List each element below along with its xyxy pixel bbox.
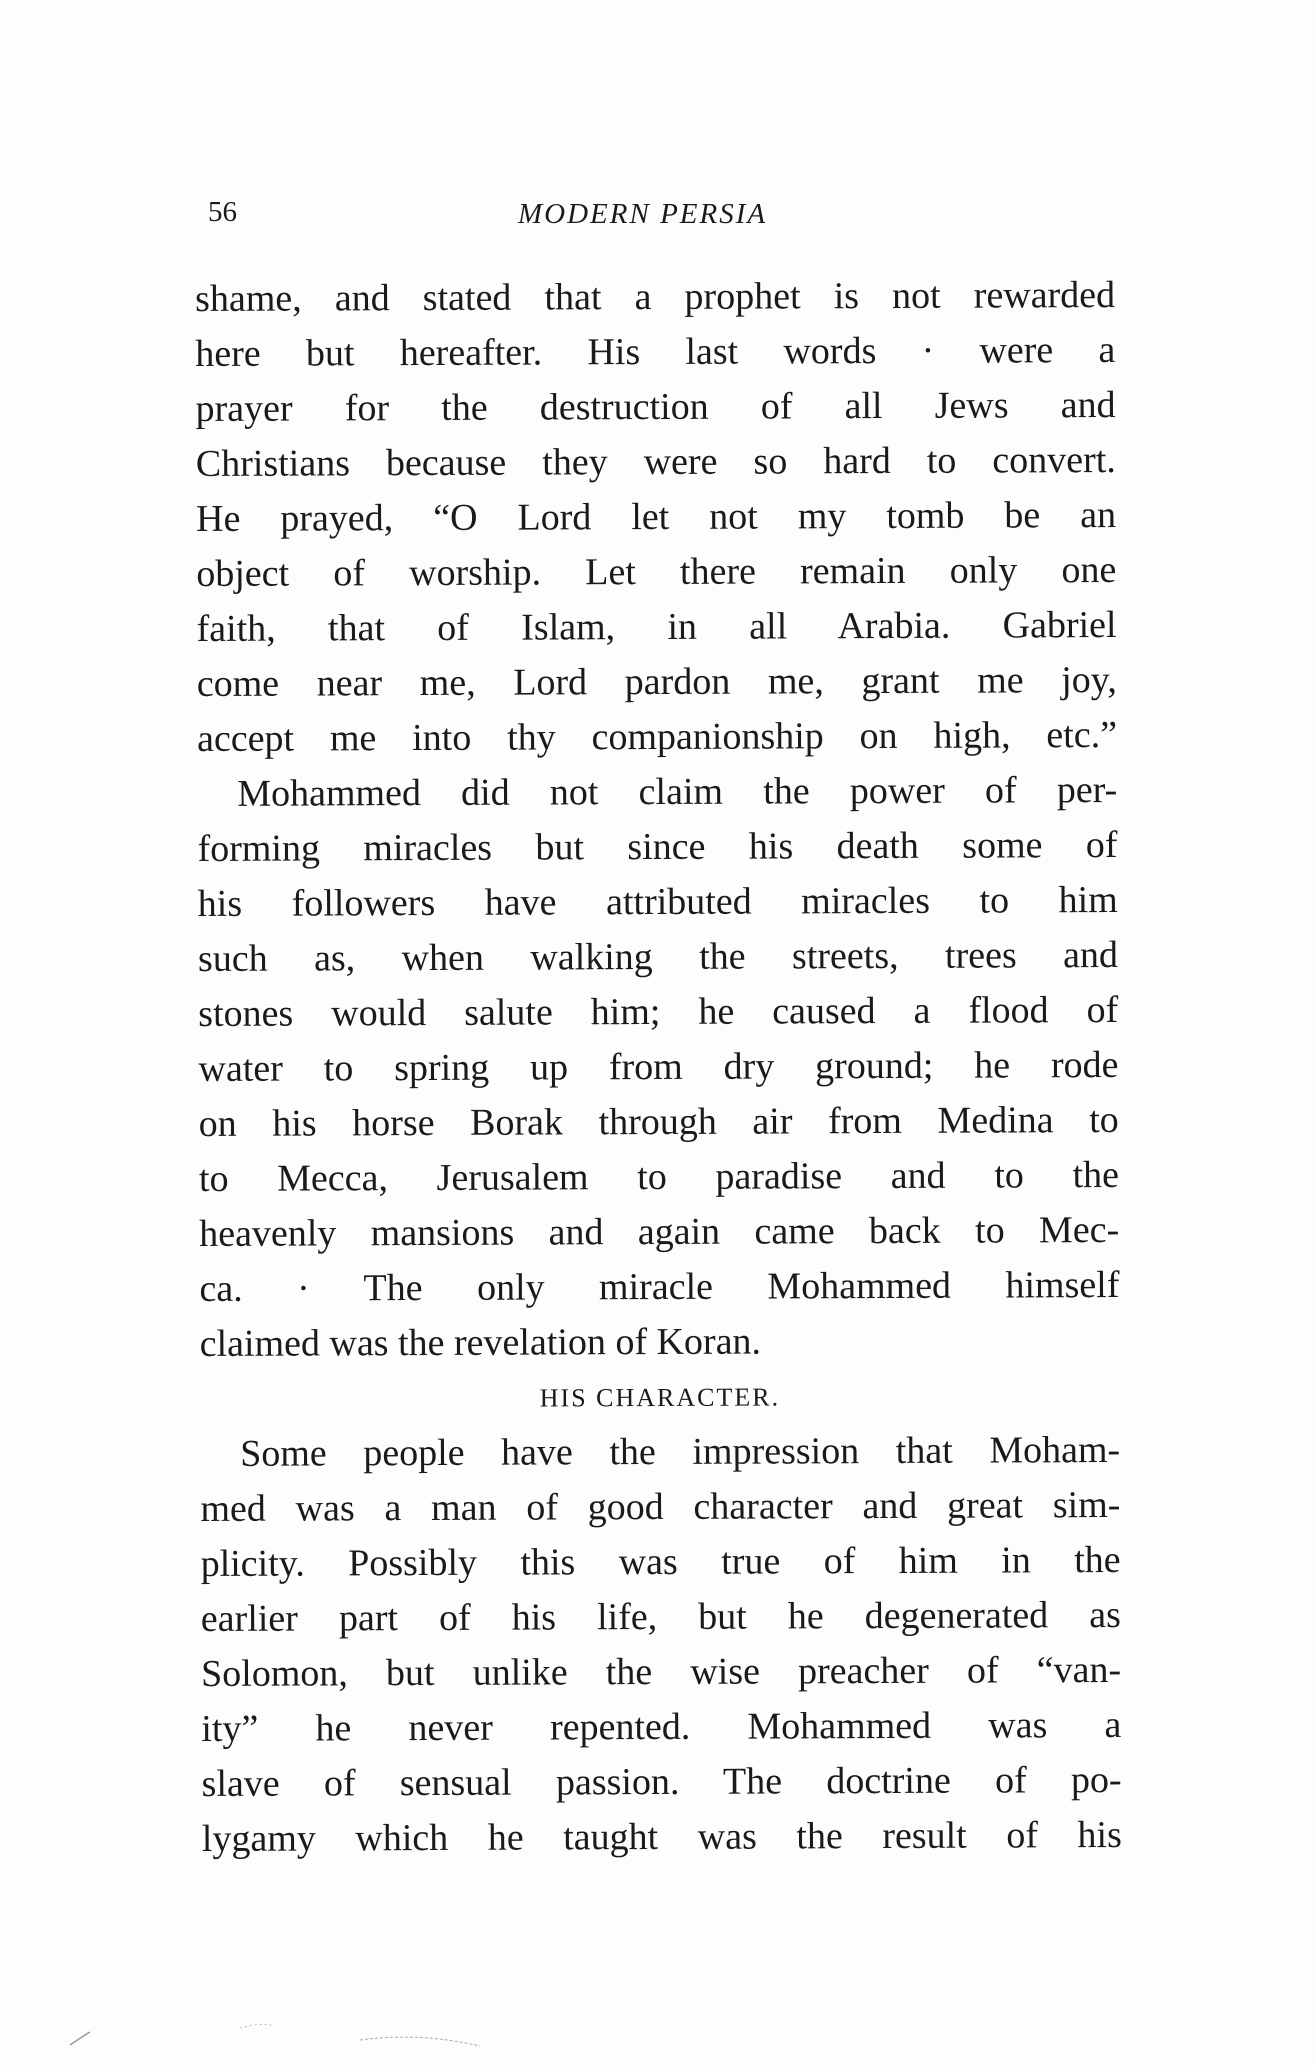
text-line: Some people have the impression that Moham- bbox=[240, 1428, 1121, 1475]
body-text bbox=[195, 268, 1122, 1867]
text-line: ity” he never repented. Mohammed was a bbox=[201, 1703, 1122, 1750]
text-line: prayer for the destruction of all Jews and bbox=[195, 383, 1116, 430]
text-line: come near me, Lord pardon me, grant me joy, bbox=[196, 658, 1117, 705]
text-line: Christians because they were so hard to convert. bbox=[195, 438, 1116, 485]
text-line: ca. · The only miracle Mohammed himself bbox=[199, 1263, 1120, 1310]
paper-specks bbox=[60, 2010, 540, 2050]
text-line: med was a man of good character and great sim- bbox=[200, 1483, 1121, 1530]
text-line: He prayed, “O Lord let not my tomb be an bbox=[195, 493, 1117, 540]
running-head: MODERN PERSIA bbox=[518, 198, 768, 230]
section-heading: HIS CHARACTER. bbox=[539, 1382, 781, 1413]
page-header bbox=[208, 196, 1108, 246]
text-line: faith, that of Islam, in all Arabia. Gabriel bbox=[196, 603, 1117, 650]
text-line: plicity. Possibly this was true of him in the bbox=[200, 1538, 1121, 1585]
text-line: slave of sensual passion. The doctrine of po- bbox=[201, 1758, 1122, 1805]
text-line: to Mecca, Jerusalem to paradise and to the bbox=[198, 1153, 1120, 1200]
text-line: earlier part of his life, but he degenerated as bbox=[200, 1593, 1121, 1640]
paragraph-3 bbox=[200, 1423, 1122, 1867]
text-line: such as, when walking the streets, trees and bbox=[197, 933, 1119, 980]
text-line: forming miracles but since his death some of bbox=[197, 823, 1118, 870]
text-line: accept me into thy companionship on high, etc.” bbox=[196, 713, 1118, 760]
paragraph-1 bbox=[195, 268, 1117, 767]
text-line: here but hereafter. His last words · were a bbox=[195, 328, 1116, 375]
text-line: heavenly mansions and again came back to Mec- bbox=[199, 1208, 1120, 1255]
text-line: stones would salute him; he caused a flood of bbox=[198, 988, 1119, 1035]
text-line: object of worship. Let there remain only one bbox=[196, 548, 1117, 595]
paragraph-2 bbox=[197, 763, 1120, 1372]
text-line: on his horse Borak through air from Medina to bbox=[198, 1098, 1119, 1145]
page-number: 56 bbox=[208, 196, 237, 228]
text-line: shame, and stated that a prophet is not rewarded bbox=[195, 273, 1116, 320]
text-line: lygamy which he taught was the result of his bbox=[201, 1813, 1122, 1860]
text-line: Mohammed did not claim the power of per- bbox=[237, 768, 1118, 815]
text-line: his followers have attributed miracles to him bbox=[197, 878, 1118, 925]
text-line: claimed was the revelation of Koran. bbox=[199, 1320, 762, 1365]
text-line: Solomon, but unlike the wise preacher of “van- bbox=[201, 1648, 1122, 1695]
text-line: water to spring up from dry ground; he rode bbox=[198, 1043, 1119, 1090]
